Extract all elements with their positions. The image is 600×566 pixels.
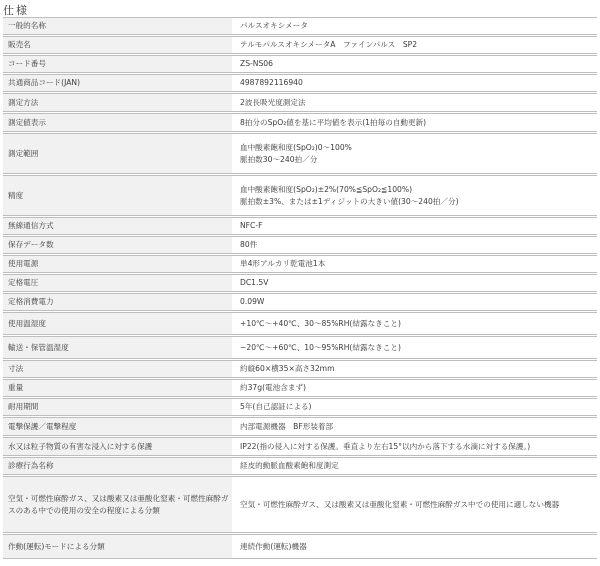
spec-row (3, 438, 597, 456)
spec-label: 精度 (3, 176, 232, 216)
spec-value (232, 294, 597, 311)
spec-value (232, 18, 597, 35)
spec-value (232, 418, 597, 436)
spec-label: 作動(運転)モードによる分類 (3, 535, 232, 559)
spec-label: 定格電圧 (3, 275, 232, 292)
spec-row (3, 477, 597, 533)
spec-value-line: 4987892116940 (240, 78, 303, 87)
spec-label: 測定値表示 (3, 114, 232, 132)
spec-value-line: 0.09W (240, 297, 265, 306)
spec-label: 測定方法 (3, 94, 232, 112)
spec-value (232, 477, 597, 533)
spec-label: 使用電源 (3, 256, 232, 273)
spec-label: 診療行為名称 (3, 458, 232, 475)
spec-row (3, 313, 597, 335)
spec-row (3, 94, 597, 112)
spec-row (3, 114, 597, 132)
spec-row (3, 18, 597, 35)
spec-value (232, 438, 597, 456)
spec-value-line: 血中酸素飽和度(SpO₂)±2%(70%≦SpO₂≦100%) (240, 184, 413, 194)
spec-label: 電撃保護／電撃程度 (3, 418, 232, 436)
spec-value-line: ZS-NS06 (240, 59, 273, 68)
spec-label: 空気・可燃性麻酔ガス、又は酸素又は亜酸化窒素・可燃性麻酔ガスのある中での使用の安全の程度による分類 (3, 477, 232, 533)
spec-label: 定格消費電力 (3, 294, 232, 311)
spec-label: 販売名 (3, 37, 232, 54)
spec-label: 無線通信方式 (3, 218, 232, 235)
spec-row (3, 256, 597, 273)
spec-value-line: NFC-F (240, 221, 263, 230)
spec-row (3, 535, 597, 559)
spec-value (232, 275, 597, 292)
spec-label: 輸送・保管温湿度 (3, 337, 232, 359)
spec-row (3, 237, 597, 254)
spec-value (232, 535, 597, 559)
spec-label: 一般的名称 (3, 18, 232, 35)
spec-label: 保存データ数 (3, 237, 232, 254)
spec-value-line: 脈拍数±3%、または±1ディジットの大きい値(30〜240拍／分) (240, 196, 459, 206)
spec-value-line: +10℃〜+40℃、30〜85%RH(結露なきこと) (240, 318, 401, 328)
spec-value-line: パルスオキシメータ (240, 21, 308, 30)
spec-row (3, 56, 597, 73)
spec-row (3, 37, 597, 54)
spec-label: 使用温湿度 (3, 313, 232, 335)
spec-value-line: 8拍分のSpO₂値を基に平均値を表示(1拍毎の自動更新) (240, 117, 427, 127)
spec-value-line: IP22(指の侵入に対する保護。垂直より左右15°以内から落下する水滴に対する保護。) (240, 441, 531, 451)
spec-table (3, 17, 597, 559)
spec-value (232, 361, 597, 378)
spec-label: コード番号 (3, 56, 232, 73)
spec-value (232, 399, 597, 416)
spec-value-line: 単4形アルカリ乾電池1本 (240, 259, 326, 268)
spec-label: 寸法 (3, 361, 232, 378)
spec-label: 重量 (3, 380, 232, 397)
spec-row (3, 361, 597, 378)
spec-label: 耐用期間 (3, 399, 232, 416)
spec-value (232, 256, 597, 273)
spec-row (3, 418, 597, 436)
spec-row (3, 399, 597, 416)
spec-value (232, 56, 597, 73)
spec-value (232, 94, 597, 112)
spec-value (232, 134, 597, 174)
spec-value (232, 176, 597, 216)
spec-value-line: 空気・可燃性麻酔ガス、又は酸素又は亜酸化窒素・可燃性麻酔ガス中での使用に適しない機器 (240, 499, 560, 509)
spec-value-line: 80件 (240, 240, 258, 249)
spec-row (3, 458, 597, 475)
spec-value (232, 380, 597, 397)
spec-value-line: 経皮的動脈血酸素飽和度測定 (240, 461, 339, 470)
spec-row (3, 134, 597, 174)
spec-value (232, 458, 597, 475)
spec-row (3, 75, 597, 92)
spec-value (232, 313, 597, 335)
spec-label: 水又は粒子物質の有害な浸入に対する保護 (3, 438, 232, 456)
spec-value (232, 237, 597, 254)
spec-label: 共通商品コード(JAN) (3, 75, 232, 92)
spec-value (232, 218, 597, 235)
spec-table-body (3, 18, 597, 559)
spec-label: 測定範囲 (3, 134, 232, 174)
spec-value-line: 5年(自己認証による) (240, 402, 312, 411)
spec-value-line: 約縦60×横35×高さ32mm (240, 364, 335, 373)
spec-value-line: −20℃〜+60℃、10〜95%RH(結露なきこと) (240, 342, 401, 352)
spec-value-line: 約37g(電池含まず) (240, 383, 306, 392)
spec-value-line: テルモパルスオキシメータA ファインパルス SP2 (240, 40, 418, 49)
spec-row (3, 294, 597, 311)
spec-value (232, 337, 597, 359)
spec-value (232, 37, 597, 54)
spec-value-line: 内部電源機器 BF形装着部 (240, 421, 334, 431)
spec-row (3, 275, 597, 292)
spec-row (3, 337, 597, 359)
spec-value-line: 脈拍数30〜240拍／分 (240, 154, 318, 164)
spec-value-line: 2波長吸光度測定法 (240, 97, 306, 107)
spec-row (3, 176, 597, 216)
spec-row (3, 218, 597, 235)
spec-value (232, 114, 597, 132)
spec-value (232, 75, 597, 92)
spec-value-line: 連続作動(運転)機器 (240, 541, 307, 551)
page-title: 仕様 (3, 4, 29, 17)
spec-row (3, 380, 597, 397)
spec-value-line: 血中酸素飽和度(SpO₂)0〜100% (240, 142, 352, 152)
spec-value-line: DC1.5V (240, 278, 269, 287)
